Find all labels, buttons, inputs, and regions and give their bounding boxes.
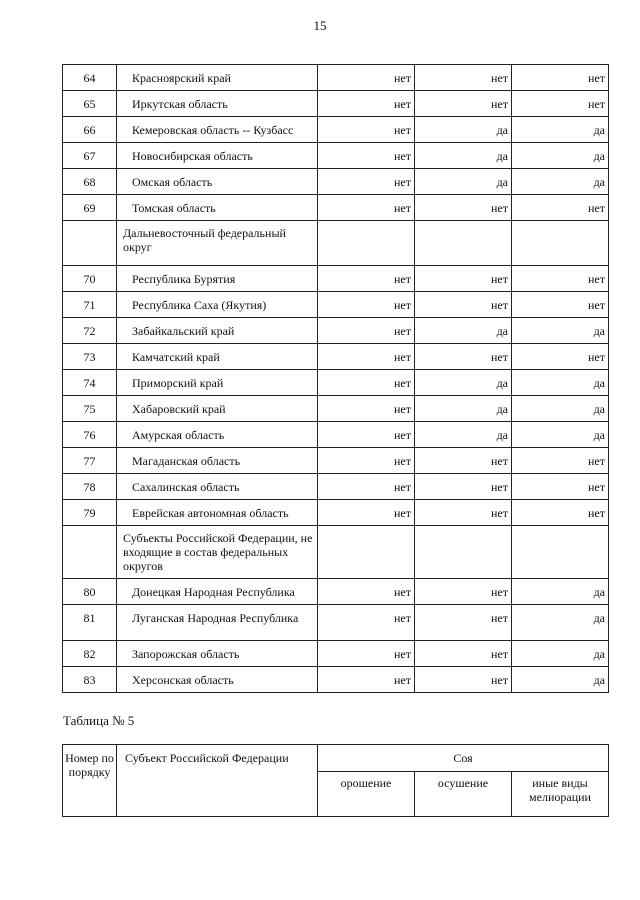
column-group-soy: Соя: [318, 745, 609, 772]
value-other: да: [512, 370, 609, 396]
region-name: Забайкальский край: [117, 318, 318, 344]
region-number: 70: [63, 266, 117, 292]
value-drainage: нет: [415, 605, 512, 641]
irrigation-table: [62, 64, 609, 693]
table-row: [63, 474, 609, 500]
value-drainage: да: [415, 143, 512, 169]
value-irrigation: нет: [318, 169, 415, 195]
value-irrigation: нет: [318, 65, 415, 91]
section-row: [63, 221, 609, 266]
value-drainage: да: [415, 396, 512, 422]
region-number: 78: [63, 474, 117, 500]
region-name: Запорожская область: [117, 641, 318, 667]
table-row: [63, 448, 609, 474]
region-name: Республика Саха (Якутия): [117, 292, 318, 318]
region-name: Приморский край: [117, 370, 318, 396]
table-row: [63, 65, 609, 91]
value-other: нет: [512, 292, 609, 318]
table-row: [63, 117, 609, 143]
table-row: [63, 641, 609, 667]
value-other: да: [512, 117, 609, 143]
region-number: 72: [63, 318, 117, 344]
value-drainage: нет: [415, 344, 512, 370]
value-irrigation: нет: [318, 318, 415, 344]
region-name: Томская область: [117, 195, 318, 221]
value-other: да: [512, 143, 609, 169]
region-number: 69: [63, 195, 117, 221]
section-empty-cell: [512, 221, 609, 266]
table-row: [63, 344, 609, 370]
section-row: [63, 526, 609, 579]
value-other: да: [512, 169, 609, 195]
column-header-subject: Субъект Российской Федерации: [117, 745, 318, 817]
value-drainage: нет: [415, 266, 512, 292]
section-name: Дальневосточный федеральный округ: [117, 221, 318, 266]
section-empty-cell: [318, 526, 415, 579]
value-drainage: нет: [415, 292, 512, 318]
section-empty-cell: [415, 221, 512, 266]
table-row: [63, 396, 609, 422]
value-other: нет: [512, 266, 609, 292]
column-header-drainage: осушение: [415, 772, 512, 817]
region-number: 67: [63, 143, 117, 169]
value-irrigation: нет: [318, 344, 415, 370]
region-number: 73: [63, 344, 117, 370]
value-other: да: [512, 667, 609, 693]
table-row: [63, 91, 609, 117]
region-name: Иркутская область: [117, 91, 318, 117]
region-number: 82: [63, 641, 117, 667]
table-row: [63, 500, 609, 526]
region-number: 76: [63, 422, 117, 448]
section-name: Субъекты Российской Федерации, не входящие в состав федеральных округов: [117, 526, 318, 579]
value-irrigation: нет: [318, 195, 415, 221]
value-irrigation: нет: [318, 266, 415, 292]
value-other: да: [512, 605, 609, 641]
table-row: [63, 195, 609, 221]
region-number: 65: [63, 91, 117, 117]
value-irrigation: нет: [318, 474, 415, 500]
region-name: Камчатский край: [117, 344, 318, 370]
value-other: да: [512, 579, 609, 605]
value-other: нет: [512, 448, 609, 474]
value-other: нет: [512, 65, 609, 91]
section-empty-number: [63, 221, 117, 266]
value-other: нет: [512, 91, 609, 117]
region-number: 80: [63, 579, 117, 605]
value-other: да: [512, 396, 609, 422]
column-header-other: иные виды мелиорации: [512, 772, 609, 817]
table-row: [63, 422, 609, 448]
region-name: Амурская область: [117, 422, 318, 448]
value-drainage: нет: [415, 579, 512, 605]
value-irrigation: нет: [318, 143, 415, 169]
value-drainage: нет: [415, 667, 512, 693]
value-drainage: нет: [415, 500, 512, 526]
value-irrigation: нет: [318, 292, 415, 318]
table-5-header: [62, 744, 609, 817]
value-irrigation: нет: [318, 605, 415, 641]
column-header-irrigation: орошение: [318, 772, 415, 817]
table-row: [63, 266, 609, 292]
region-number: 83: [63, 667, 117, 693]
region-name: Омская область: [117, 169, 318, 195]
table-row: [63, 667, 609, 693]
table-caption: Таблица № 5: [63, 713, 135, 728]
value-drainage: нет: [415, 91, 512, 117]
region-number: 74: [63, 370, 117, 396]
section-empty-cell: [415, 526, 512, 579]
value-drainage: нет: [415, 474, 512, 500]
region-number: 81: [63, 605, 117, 641]
value-irrigation: нет: [318, 370, 415, 396]
value-drainage: да: [415, 422, 512, 448]
region-name: Херсонская область: [117, 667, 318, 693]
value-irrigation: нет: [318, 91, 415, 117]
table-row: [63, 579, 609, 605]
region-number: 66: [63, 117, 117, 143]
value-drainage: нет: [415, 448, 512, 474]
value-drainage: да: [415, 117, 512, 143]
region-name: Кемеровская область -- Кузбасс: [117, 117, 318, 143]
value-drainage: нет: [415, 641, 512, 667]
value-other: нет: [512, 500, 609, 526]
region-number: 64: [63, 65, 117, 91]
region-name: Магаданская область: [117, 448, 318, 474]
table-row: [63, 370, 609, 396]
region-name: Новосибирская область: [117, 143, 318, 169]
table-row: [63, 292, 609, 318]
value-drainage: да: [415, 318, 512, 344]
value-irrigation: нет: [318, 667, 415, 693]
value-drainage: да: [415, 169, 512, 195]
region-number: 75: [63, 396, 117, 422]
section-empty-number: [63, 526, 117, 579]
value-irrigation: нет: [318, 579, 415, 605]
page-number: 15: [313, 18, 327, 33]
region-name: Донецкая Народная Республика: [117, 579, 318, 605]
value-other: да: [512, 318, 609, 344]
table-row: [63, 318, 609, 344]
value-irrigation: нет: [318, 500, 415, 526]
region-name: Красноярский край: [117, 65, 318, 91]
value-irrigation: нет: [318, 448, 415, 474]
value-irrigation: нет: [318, 396, 415, 422]
table-row: [63, 143, 609, 169]
region-number: 79: [63, 500, 117, 526]
region-number: 71: [63, 292, 117, 318]
value-drainage: да: [415, 370, 512, 396]
column-header-number: Номер по порядку: [63, 745, 117, 817]
section-empty-cell: [318, 221, 415, 266]
region-name: Луганская Народная Республика: [117, 605, 318, 641]
value-drainage: нет: [415, 65, 512, 91]
value-irrigation: нет: [318, 641, 415, 667]
value-drainage: нет: [415, 195, 512, 221]
region-name: Республика Бурятия: [117, 266, 318, 292]
region-name: Еврейская автономная область: [117, 500, 318, 526]
table-row: [63, 605, 609, 641]
value-other: да: [512, 641, 609, 667]
value-other: нет: [512, 344, 609, 370]
value-irrigation: нет: [318, 117, 415, 143]
region-number: 68: [63, 169, 117, 195]
region-name: Хабаровский край: [117, 396, 318, 422]
region-name: Сахалинская область: [117, 474, 318, 500]
section-empty-cell: [512, 526, 609, 579]
value-irrigation: нет: [318, 422, 415, 448]
value-other: нет: [512, 474, 609, 500]
value-other: нет: [512, 195, 609, 221]
table-row: [63, 169, 609, 195]
value-other: да: [512, 422, 609, 448]
region-number: 77: [63, 448, 117, 474]
